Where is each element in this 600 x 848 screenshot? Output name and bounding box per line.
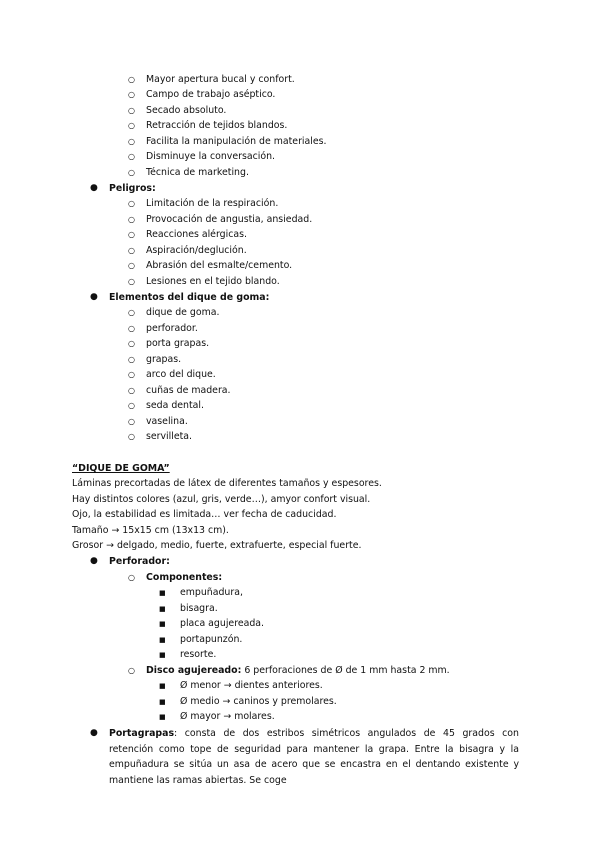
list-item: seda dental. [146,400,204,411]
disco-text: 6 perforaciones de Ø de 1 mm hasta 2 mm. [241,665,450,676]
peligros-heading: Peligros: [109,183,156,194]
bullet-dot: ● [90,728,98,738]
paragraph-line: Tamaño → 15x15 cm (13x13 cm). [72,525,229,536]
paragraph-line: Láminas precortadas de látex de diferentes tamaños y espesores. [72,478,382,489]
list-item: Ø medio → caninos y premolares. [180,696,337,707]
bullet-circle: ○ [128,277,135,286]
disco-heading: Disco agujereado: [146,665,242,676]
paragraph-line: Ojo, la estabilidad es limitada… ver fecha de caducidad. [72,509,337,520]
bullet-circle: ○ [128,230,135,239]
bullet-square: ■ [159,636,166,644]
bullet-square: ■ [159,698,166,706]
list-item: Lesiones en el tejido blando. [146,276,280,287]
bullet-dot: ● [90,556,98,566]
bullet-circle: ○ [128,370,135,379]
componentes-heading: Componentes: [146,572,223,583]
list-item: Campo de trabajo aséptico. [146,89,276,100]
list-item: Abrasión del esmalte/cemento. [146,260,293,271]
bullet-circle: ○ [128,432,135,441]
perforador-heading: Perforador: [109,556,170,567]
bullet-square: ■ [159,589,166,597]
bullet-circle: ○ [128,106,135,115]
bullet-circle: ○ [128,417,135,426]
bullet-square: ■ [159,605,166,613]
list-item: Aspiración/deglución. [146,245,247,256]
list-item: dique de goma. [146,307,220,318]
bullet-dot: ● [90,183,98,193]
bullet-circle: ○ [128,573,135,582]
list-item: porta grapas. [146,338,210,349]
bullet-square: ■ [159,651,166,659]
disco-line [146,665,450,677]
list-item: Retracción de tejidos blandos. [146,120,288,131]
list-item: perforador. [146,323,198,334]
bullet-circle: ○ [128,308,135,317]
bullet-dot: ● [90,292,98,302]
bullet-square: ■ [159,682,166,690]
bullet-circle: ○ [128,152,135,161]
bullet-circle: ○ [128,386,135,395]
bullet-circle: ○ [128,666,135,675]
paragraph-line: Grosor → delgado, medio, fuerte, extrafuerte, especial fuerte. [72,540,362,551]
list-item: resorte. [180,649,217,660]
list-item: placa agujereada. [180,618,265,629]
list-item: Reacciones alérgicas. [146,229,247,240]
bullet-circle: ○ [128,75,135,84]
bullet-circle: ○ [128,261,135,270]
list-item: servilleta. [146,431,193,442]
list-item: Facilita la manipulación de materiales. [146,136,327,147]
bullet-circle: ○ [128,355,135,364]
bullet-circle: ○ [128,168,135,177]
bullet-square: ■ [159,620,166,628]
bullet-circle: ○ [128,401,135,410]
bullet-circle: ○ [128,339,135,348]
bullet-circle: ○ [128,246,135,255]
list-item: Provocación de angustia, ansiedad. [146,214,313,225]
portagrapas-paragraph [109,726,519,789]
list-item: cuñas de madera. [146,385,231,396]
paragraph-line: Hay distintos colores (azul, gris, verde…), amyor confort visual. [72,494,371,505]
bullet-circle: ○ [128,324,135,333]
list-item: portapunzón. [180,634,243,645]
bullet-circle: ○ [128,199,135,208]
list-item: Ø mayor → molares. [180,711,275,722]
list-item: Mayor apertura bucal y confort. [146,74,295,85]
bullet-square: ■ [159,713,166,721]
bullet-circle: ○ [128,137,135,146]
elementos-heading: Elementos del dique de goma: [109,292,270,303]
portagrapas-heading: Portagrapas [109,728,175,739]
list-item: Secado absoluto. [146,105,227,116]
list-item: empuñadura, [180,587,243,598]
bullet-circle: ○ [128,90,135,99]
list-item: grapas. [146,354,182,365]
bullet-circle: ○ [128,215,135,224]
portagrapas-text: : consta de dos estribos simétricos angulados de 45 grados con retención como tope de seguridad para mantener la grapa. Entre la bisagra y la empuñadura se sitúa un asa de acero que se encastra en el dentando existente y mantiene las ramas abiertas. Se coge [109,728,519,787]
list-item: arco del dique. [146,369,216,380]
section-title: “DIQUE DE GOMA” [72,463,170,474]
list-item: Disminuye la conversación. [146,151,276,162]
list-item: Ø menor → dientes anteriores. [180,680,323,691]
list-item: Técnica de marketing. [146,167,249,178]
list-item: bisagra. [180,603,218,614]
bullet-circle: ○ [128,121,135,130]
list-item: Limitación de la respiración. [146,198,279,209]
list-item: vaselina. [146,416,188,427]
